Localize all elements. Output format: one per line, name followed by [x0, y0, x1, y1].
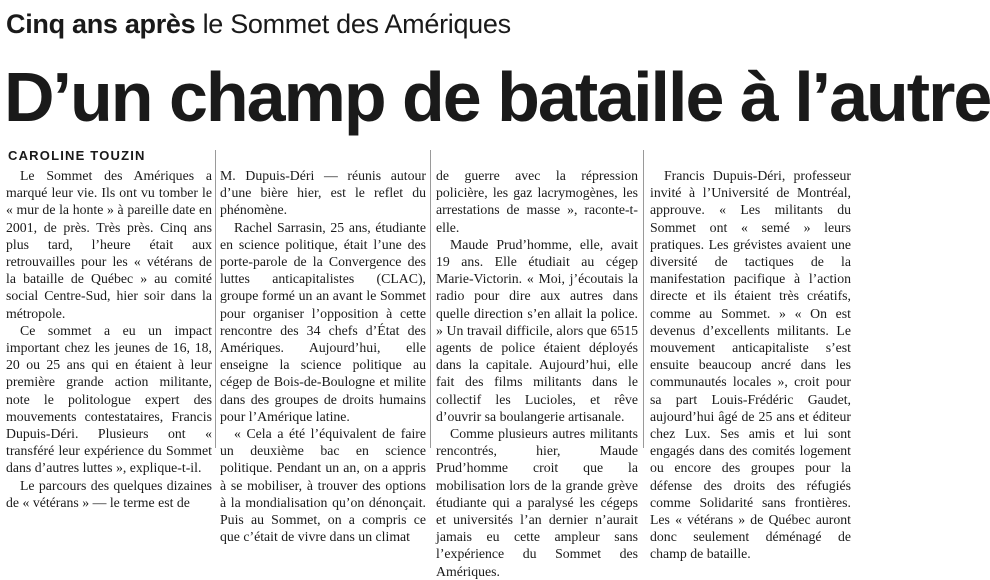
paragraph: M. Dupuis-Déri — réunis autour d’une bière hier, est le reflet du phénomène.	[220, 168, 426, 218]
paragraph: de guerre avec la répression policière, les gaz lacrymogènes, les arrestations de masse », raconte-t-elle.	[436, 168, 638, 235]
column-divider	[215, 150, 216, 448]
column-divider	[430, 150, 431, 448]
paragraph: Rachel Sarrasin, 25 ans, étudiante en science politique, était l’une des porte-parole de la Convergence des luttes anticapitalistes (CLAC), groupe formé un an avant le Sommet pour organiser l’opposition à cette rencontre des 34 chefs d’État des Amériques. Aujourd’hui, elle enseigne la science politique au cégep de Bois-de-Boulogne et milite dans des groupes de droits humains pour l’Amérique latine.	[220, 219, 426, 424]
article-column-1	[6, 167, 212, 510]
paragraph: Le Sommet des Amériques a marqué leur vie. Ils ont vu tomber le « mur de la honte » à pareille date en 2001, de près. Très près. Cinq ans plus tard, l’heure était aux retrouvailles pour les « vétérans de la bataille de Québec » au comité social Centre-Sud, hier soir dans la métropole.	[6, 168, 212, 321]
article-column-3	[436, 167, 638, 579]
paragraph: Comme plusieurs autres militants rencontrés, hier, Maude Prud’homme croit que la mobilisation lors de la grande grève étudiante qui a paralysé les cégeps et universités l’an dernier n’aurait jamais eu cette ampleur sans l’expérience du Sommet des Amériques.	[436, 426, 638, 579]
article-kicker	[6, 7, 511, 41]
article-column-2	[220, 167, 426, 545]
kicker-bold: Cinq ans après	[6, 9, 196, 39]
paragraph: Francis Dupuis-Déri, professeur invité à l’Université de Montréal, approuve. « Les militants du Sommet ont « semé » leurs pratiques. Les grévistes avaient une diversité de tactiques de la manifestation pacifique à l’action directe et ils étaient très créatifs, comme au Sommet. » « On est devenus d’excellents militants. Le mouvement anticapitaliste s’est ensuite beaucoup ancré dans les communautés locales », croit pour sa part Louis-Frédéric Gaudet, aujourd’hui âgé de 25 ans et éditeur chez Lux. Ses amis et lui sont engagés dans des comités logement ou encore des groupes pour la défense des droits des réfugiés comme Solidarité sans frontières. Les « vétérans » de Québec auront donc seulement déménagé de champ de bataille.	[650, 168, 851, 562]
paragraph: « Cela a été l’équivalent de faire un deuxième bac en science politique. Pendant un an, on a appris à se mobiliser, à trouver des options à la mondialisation qu’on dénonçait. Puis au Sommet, on a compris ce que c’était de vivre dans un climat	[220, 426, 426, 545]
kicker-light: le Sommet des Amériques	[202, 9, 511, 39]
article-headline: D’un champ de bataille à l’autre	[4, 58, 990, 136]
article-byline: CAROLINE TOUZIN	[8, 148, 146, 163]
paragraph: Maude Prud’homme, elle, avait 19 ans. Elle étudiait au cégep Marie-Victorin. « Moi, j’écoutais la radio pour dire aux autres dans quelle direction s’en allait la police. » Un travail difficile, alors que 6515 agents de police étaient déployés dans la capitale. Aujourd’hui, elle fait des films militants dans le collectif les Lucioles, et rêve d’ouvrir sa boulangerie artisanale.	[436, 236, 638, 424]
column-divider	[643, 150, 644, 448]
article-column-4	[650, 167, 851, 562]
paragraph: Ce sommet a eu un impact important chez les jeunes de 16, 18, 20 ou 25 ans qui en étaient à leur première grande action militante, note le politologue expert des mouvements contestataires, Francis Dupuis-Déri. Plusieurs ont « transféré leur expérience du Sommet dans d’autres luttes », explique-t-il.	[6, 322, 212, 476]
paragraph: Le parcours des quelques dizaines de « vétérans » — le terme est de	[6, 477, 212, 510]
